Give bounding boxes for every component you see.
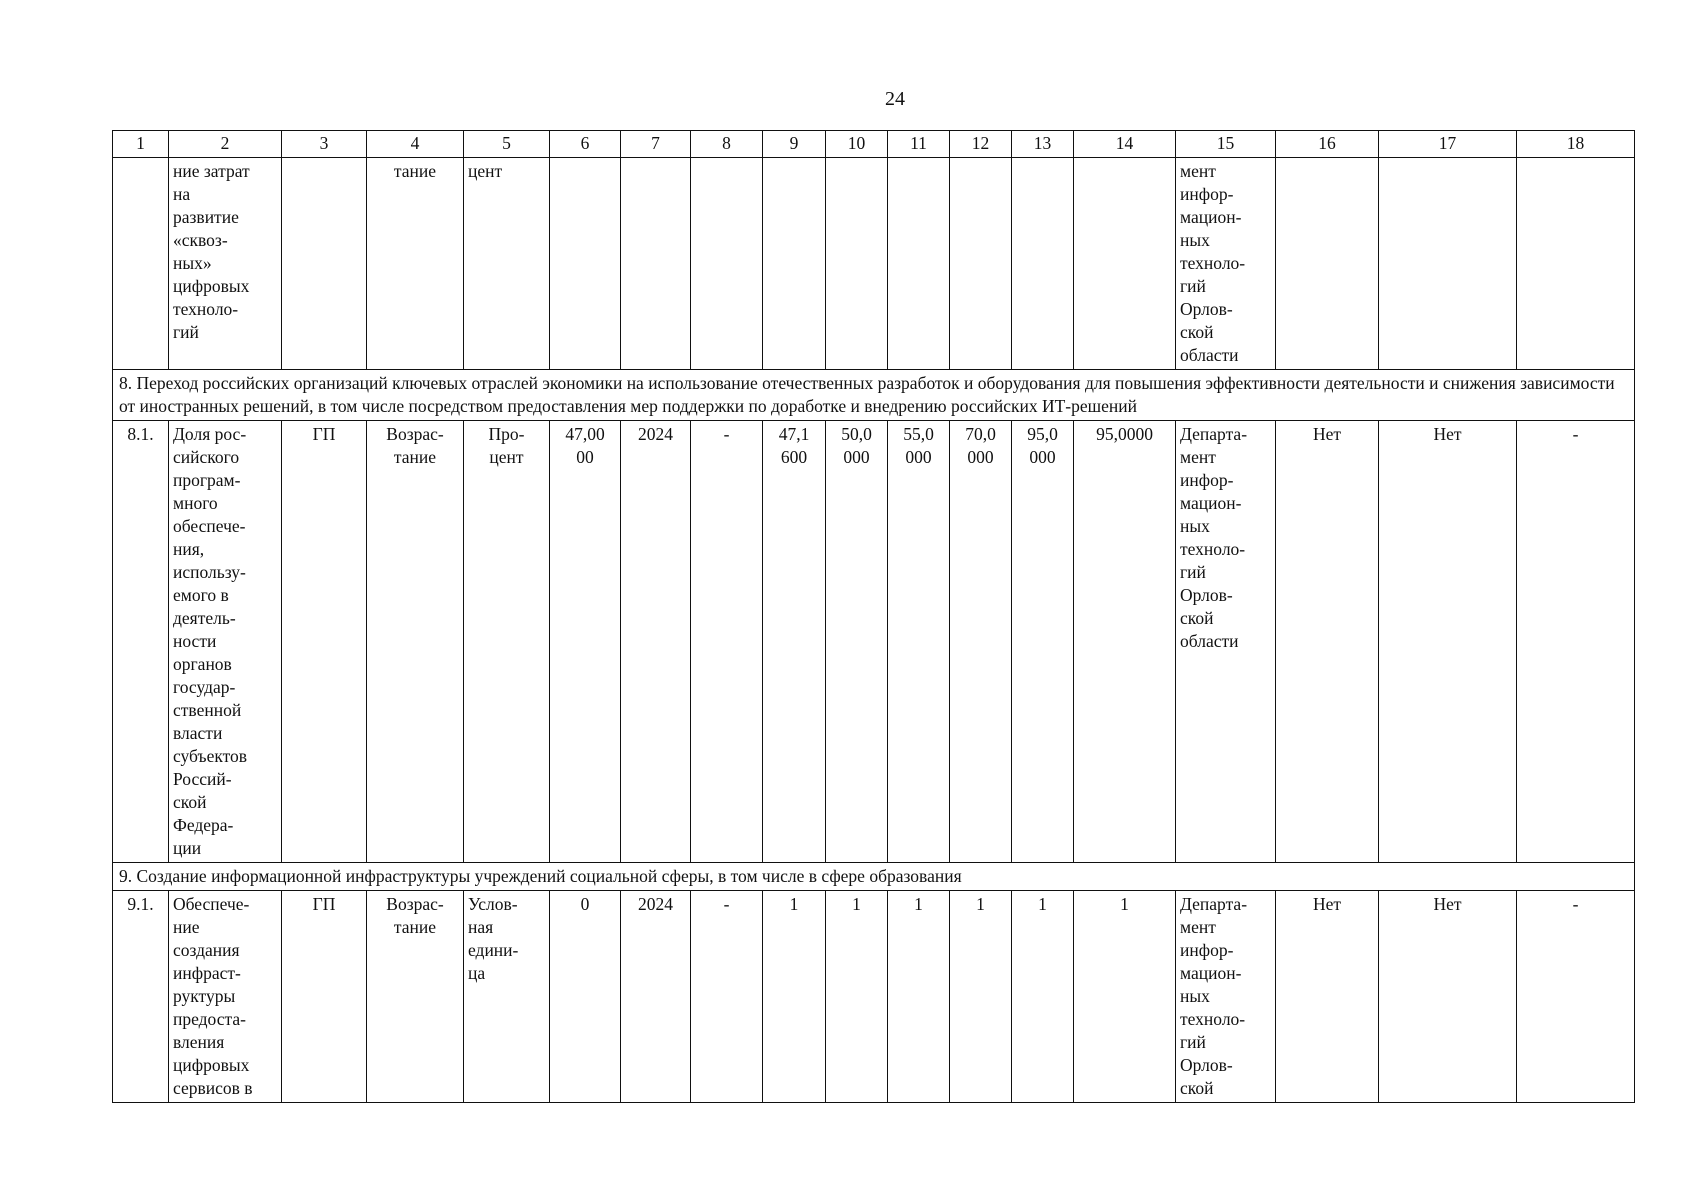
col-number: 6: [550, 131, 621, 158]
cell-trend: Возрас- тание: [367, 891, 464, 1103]
cell-value: 70,0 000: [950, 421, 1012, 863]
cell-value: 1: [1012, 891, 1074, 1103]
cell-col16: Нет: [1276, 891, 1379, 1103]
col-number: 16: [1276, 131, 1379, 158]
col-number: 10: [826, 131, 888, 158]
cell-value: [826, 158, 888, 370]
cell-unit: Про- цент: [464, 421, 550, 863]
table-row: [113, 891, 1635, 1103]
cell-indicator-name: Обеспече- ние создания инфраст- руктуры предоста- вления цифровых сервисов в: [169, 891, 282, 1103]
cell-value: -: [691, 891, 763, 1103]
col-number: 15: [1176, 131, 1276, 158]
cell-value: [1012, 158, 1074, 370]
cell-base-year: 2024: [621, 421, 691, 863]
col-number: 2: [169, 131, 282, 158]
section-8-title: 8. Переход российских организаций ключевых отраслей экономики на использование отечественных разработок и оборудования для повышения эффективности деятельности и снижения зависимости от иностранных решений, в том числе посредством предоставления мер поддержки по доработке и внедрению российских ИТ-решений: [113, 370, 1635, 421]
cell-value: [950, 158, 1012, 370]
cell-value: 55,0 000: [888, 421, 950, 863]
table-row-continued: [113, 158, 1635, 370]
cell-col17: [1379, 158, 1517, 370]
cell-indicator-name: Доля рос- сийского програм- много обеспече- ния, использу- емого в деятель- ности органов государ- ственной власти субъектов Россий- ской Федера- ции: [169, 421, 282, 863]
cell-value: 1: [950, 891, 1012, 1103]
col-number: 1: [113, 131, 169, 158]
cell-value: -: [691, 421, 763, 863]
cell-trend: тание: [367, 158, 464, 370]
cell-value: [888, 158, 950, 370]
cell-col18: [1517, 158, 1635, 370]
cell-base-year: [621, 158, 691, 370]
cell-col16: Нет: [1276, 421, 1379, 863]
cell-unit: цент: [464, 158, 550, 370]
cell-value: 1: [888, 891, 950, 1103]
col-number: 3: [282, 131, 367, 158]
cell-number: 8.1.: [113, 421, 169, 863]
table-row: [113, 421, 1635, 863]
cell-value: 1: [763, 891, 826, 1103]
cell-responsible: Департа- мент инфор- мацион- ных техноло- гий Орлов- ской: [1176, 891, 1276, 1103]
col-number: 18: [1517, 131, 1635, 158]
cell-value: 47,1 600: [763, 421, 826, 863]
cell-value: 1: [1074, 891, 1176, 1103]
col-number: 12: [950, 131, 1012, 158]
cell-trend: Возрас- тание: [367, 421, 464, 863]
cell-base-value: 0: [550, 891, 621, 1103]
col-number: 9: [763, 131, 826, 158]
cell-responsible: мент инфор- мацион- ных техноло- гий Орлов- ской области: [1176, 158, 1276, 370]
cell-unit: Услов- ная едини- ца: [464, 891, 550, 1103]
col-number: 5: [464, 131, 550, 158]
cell-number: 9.1.: [113, 891, 169, 1103]
cell-level: [282, 158, 367, 370]
cell-base-year: 2024: [621, 891, 691, 1103]
cell-base-value: 47,00 00: [550, 421, 621, 863]
indicators-table: [112, 130, 1635, 1103]
col-number: 13: [1012, 131, 1074, 158]
col-number: 14: [1074, 131, 1176, 158]
cell-value: 1: [826, 891, 888, 1103]
cell-value: 50,0 000: [826, 421, 888, 863]
cell-col18: -: [1517, 421, 1635, 863]
cell-value: [1074, 158, 1176, 370]
col-number: 7: [621, 131, 691, 158]
cell-col17: Нет: [1379, 421, 1517, 863]
cell-level: ГП: [282, 891, 367, 1103]
col-number: 11: [888, 131, 950, 158]
cell-value: [763, 158, 826, 370]
cell-value: [691, 158, 763, 370]
section-8-row: [113, 370, 1635, 421]
cell-number: [113, 158, 169, 370]
cell-value: 95,0000: [1074, 421, 1176, 863]
col-number: 8: [691, 131, 763, 158]
cell-col17: Нет: [1379, 891, 1517, 1103]
col-number: 4: [367, 131, 464, 158]
cell-responsible: Департа- мент инфор- мацион- ных техноло- гий Орлов- ской области: [1176, 421, 1276, 863]
column-number-row: [113, 131, 1635, 158]
cell-value: 95,0 000: [1012, 421, 1074, 863]
section-9-title: 9. Создание информационной инфраструктуры учреждений социальной сферы, в том числе в сфере образования: [113, 863, 1635, 891]
cell-col16: [1276, 158, 1379, 370]
cell-col18: -: [1517, 891, 1635, 1103]
cell-level: ГП: [282, 421, 367, 863]
cell-base-value: [550, 158, 621, 370]
section-9-row: [113, 863, 1635, 891]
cell-indicator-name: ние затрат на развитие «сквоз- ных» цифровых техноло- гий: [169, 158, 282, 370]
page-number: 24: [885, 88, 905, 110]
col-number: 17: [1379, 131, 1517, 158]
